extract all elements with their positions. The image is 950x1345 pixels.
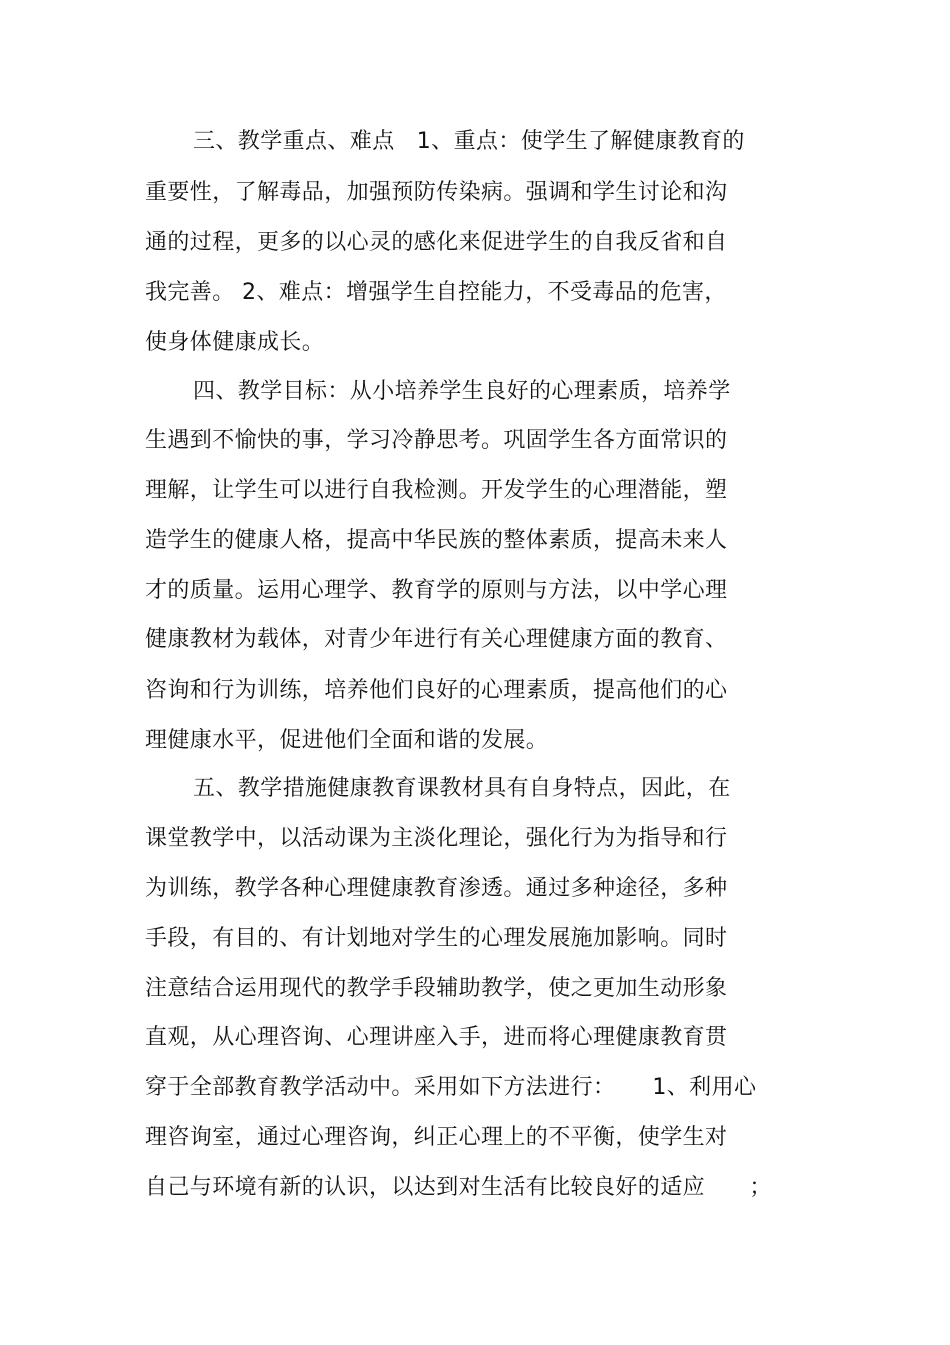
paragraph-5-line-9: 自己与环境有新的认识，以达到对生活有比较良好的适应 ； xyxy=(145,1175,772,1200)
paragraph-5-line-6: 直观，从心理咨询、心理讲座入手，进而将心理健康教育贯 xyxy=(145,1025,728,1050)
paragraph-5-line-3: 为训练，教学各种心理健康教育渗透。通过多种途径，多种 xyxy=(145,876,728,901)
paragraph-4-line-4: 造学生的健康人格，提高中华民族的整体素质，提高未来人 xyxy=(145,528,728,553)
paragraph-4-line-7: 咨询和行为训练，培养他们良好的心理素质，提高他们的心 xyxy=(145,678,728,703)
paragraph-4-line-5: 才的质量。运用心理学、教育学的原则与方法，以中学心理 xyxy=(145,578,728,603)
paragraph-4-line-6: 健康教材为载体，对青少年进行有关心理健康方面的教育、 xyxy=(145,627,728,652)
paragraph-5-line-4: 手段，有目的、有计划地对学生的心理发展施加影响。同时 xyxy=(145,926,728,951)
paragraph-3-line-2: 重要性，了解毒品，加强预防传染病。强调和学生讨论和沟 xyxy=(145,180,728,205)
paragraph-5-line-2: 课堂教学中，以活动课为主淡化理论，强化行为为指导和行 xyxy=(145,826,728,851)
paragraph-3-line-4: 我完善。 2、难点：增强学生自控能力，不受毒品的危害， xyxy=(145,280,727,305)
paragraph-3-line-1: 三、教学重点、难点 1、重点：使学生了解健康教育的 xyxy=(193,129,745,154)
paragraph-3-line-5: 使身体健康成长。 xyxy=(145,330,325,355)
paragraph-4-line-3: 理解，让学生可以进行自我检测。开发学生的心理潜能，塑 xyxy=(145,478,728,503)
paragraph-5-line-1: 五、教学措施健康教育课教材具有自身特点，因此，在 xyxy=(193,776,731,801)
paragraph-5-line-8: 理咨询室，通过心理咨询，纠正心理上的不平衡，使学生对 xyxy=(145,1125,728,1150)
paragraph-5-line-7: 穿于全部教育教学活动中。采用如下方法进行： 1、利用心 xyxy=(145,1075,757,1100)
paragraph-4-line-2: 生遇到不愉快的事，学习冷静思考。巩固学生各方面常识的 xyxy=(145,428,728,453)
paragraph-4-line-8: 理健康水平，促进他们全面和谐的发展。 xyxy=(145,728,549,753)
paragraph-5-line-5: 注意结合运用现代的教学手段辅助教学，使之更加生动形象 xyxy=(145,976,728,1001)
paragraph-3-line-3: 通的过程，更多的以心灵的感化来促进学生的自我反省和自 xyxy=(145,230,728,255)
paragraph-4-line-1: 四、教学目标：从小培养学生良好的心理素质，培养学 xyxy=(193,379,731,404)
